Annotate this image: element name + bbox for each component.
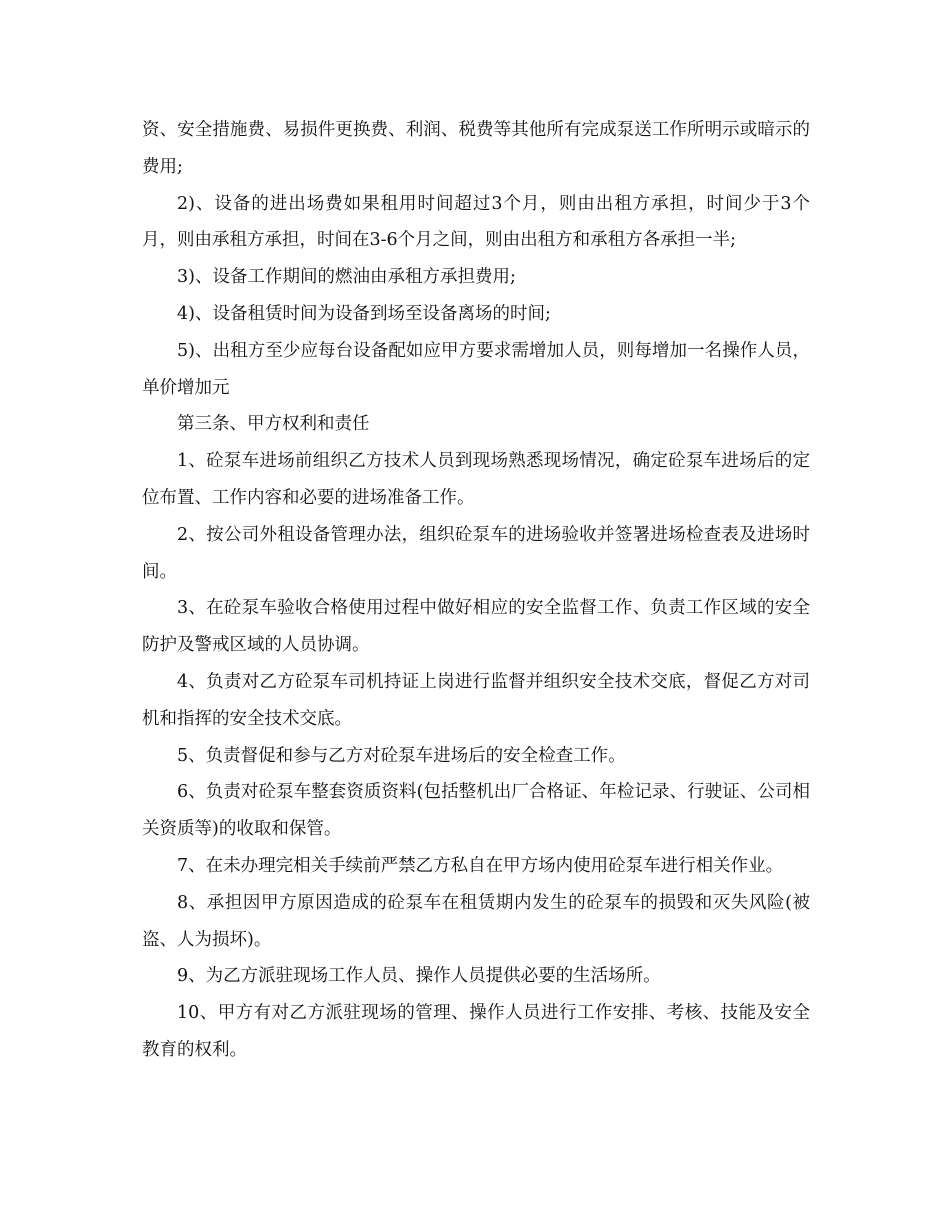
paragraph-clause-2: 2)、设备的进出场费如果租用时间超过3个月，则由出租方承担，时间少于3个月，则由承租方承担，时间在3-6个月之间，则由出租方和承租方各承担一半; [142,193,810,251]
paragraph-clause-5: 5)、出租方至少应每台设备配如应甲方要求需增加人员，则每增加一名操作人员，单价增加元 [142,340,810,398]
paragraph-item-4: 4、负责对乙方砼泵车司机持证上岗进行监督并组织安全技术交底，督促乙方对司机和指挥的安全技术交底。 [142,671,810,729]
paragraph-item-3: 3、在砼泵车验收合格使用过程中做好相应的安全监督工作、负责工作区域的安全防护及警戒区域的人员协调。 [142,598,810,656]
paragraph-item-10: 10、甲方有对乙方派驻现场的管理、操作人员进行工作安排、考核、技能及安全教育的权利。 [142,1003,810,1060]
document-body [142,112,810,1069]
paragraph-item-2: 2、按公司外租设备管理办法，组织砼泵车的进场验收并签署进场检查表及进场时间。 [142,524,810,582]
paragraph-clause-3: 3)、设备工作期间的燃油由承租方承担费用; [177,267,516,288]
paragraph-item-6: 6、负责对砼泵车整套资质资料(包括整机出厂合格证、年检记录、行驶证、公司相关资质等)的收取和保管。 [142,782,810,840]
paragraph-clause-4: 4)、设备租赁时间为设备到场至设备离场的时间; [177,303,551,324]
paragraph-item-5: 5、负责督促和参与乙方对砼泵车进场后的安全检查工作。 [177,745,626,766]
paragraph-item-9: 9、为乙方派驻现场工作人员、操作人员提供必要的生活场所。 [177,966,661,987]
paragraph-item-1: 1、砼泵车进场前组织乙方技术人员到现场熟悉现场情况，确定砼泵车进场后的定位布置、工作内容和必要的进场准备工作。 [142,451,810,508]
paragraph-continuation: 资、安全措施费、易损件更换费、利润、税费等其他所有完成泵送工作所明示或暗示的费用; [142,120,810,177]
section-heading: 第三条、甲方权利和责任 [177,414,370,435]
paragraph-item-8: 8、承担因甲方原因造成的砼泵车在租赁期内发生的砼泵车的损毁和灭失风险(被盗、人为损坏)。 [142,892,810,950]
paragraph-item-7: 7、在未办理完相关手续前严禁乙方私自在甲方场内使用砼泵车进行相关作业。 [177,855,784,876]
